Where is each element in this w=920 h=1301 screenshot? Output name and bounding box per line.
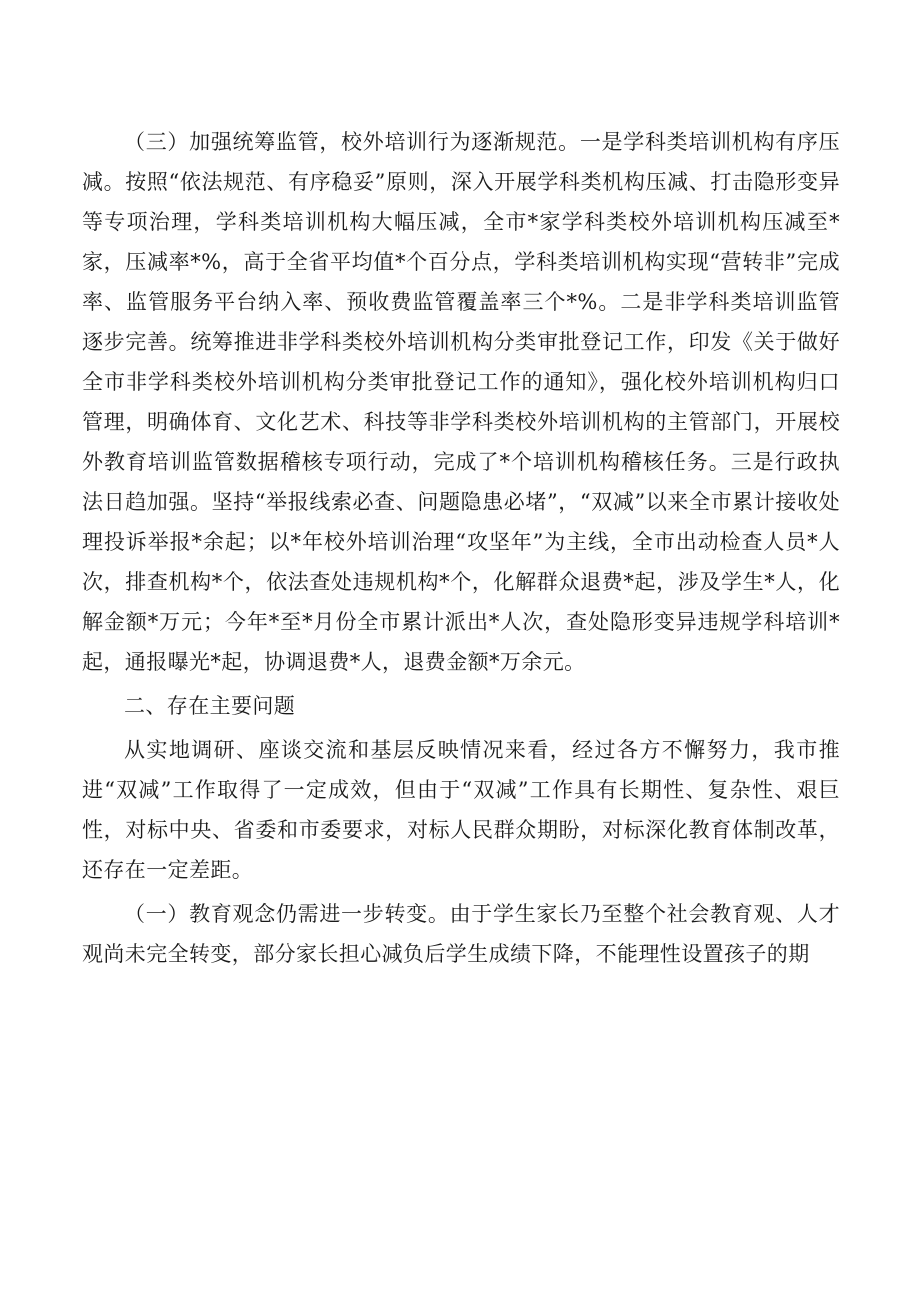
document-body: [82, 122, 840, 974]
paragraph-education-concept: （一）教育观念仍需进一步转变。由于学生家长乃至整个社会教育观、人才观尚未完全转变，部分家长担心减负后学生成绩下降，不能理性设置孩子的期: [82, 902, 840, 966]
paragraph-supervision: （三）加强统筹监管，校外培训行为逐渐规范。一是学科类培训机构有序压减。按照“依法规范、有序稳妥”原则，深入开展学科类机构压减、打击隐形变异等专项治理，学科类培训机构大幅压减，全市*家学科类校外培训机构压减至*家，压减率*%，高于全省平均值*个百分点，学科类培训机构实现“营转非”完成率、监管服务平台纳入率、预收费监管覆盖率三个*%。二是非学科类培训监管逐步完善。统筹推进非学科类校外培训机构分类审批登记工作，印发《关于做好全市非学科类校外培训机构分类审批登记工作的通知》，强化校外培训机构归口管理，明确体育、文化艺术、科技等非学科类校外培训机构的主管部门，开展校外教育培训监管数据稽核专项行动，完成了*个培训机构稽核任务。三是行政执法日趋加强。坚持“举报线索必查、问题隐患必堵”，“双减”以来全市累计接收处理投诉举报*余起；以*年校外培训治理“攻坚年”为主线，全市出动检查人员*人次，排查机构*个，依法查处违规机构*个，化解群众退费*起，涉及学生*人，化解金额*万元；今年*至*月份全市累计派出*人次，查处隐形变异违规学科培训*起，通报曝光*起，协调退费*人，退费金额*万余元。: [82, 130, 840, 674]
paragraph-problems-overview: 从实地调研、座谈交流和基层反映情况来看，经过各方不懈努力，我市推进“双减”工作取得了一定成效，但由于“双减”工作具有长期性、复杂性、艰巨性，对标中央、省委和市委要求，对标人民群众期盼，对标深化教育体制改革，还存在一定差距。: [82, 738, 840, 882]
section-heading-main-problems: 二、存在主要问题: [124, 694, 296, 718]
